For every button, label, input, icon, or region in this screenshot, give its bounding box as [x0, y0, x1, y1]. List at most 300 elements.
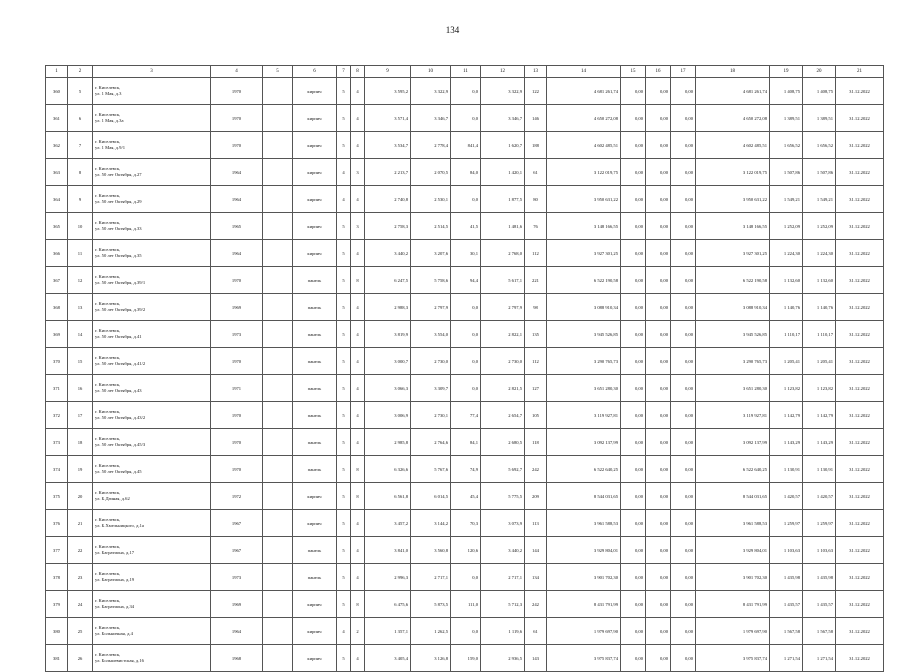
- address-cell: [93, 456, 211, 483]
- table-cell: 5: [337, 321, 351, 348]
- table-cell: 0,00: [671, 294, 696, 321]
- table-row: [46, 402, 884, 429]
- table-cell: 1 435,57: [803, 591, 836, 618]
- table-cell: 2 070,5: [411, 159, 451, 186]
- address-cell: [93, 159, 211, 186]
- table-row: [46, 105, 884, 132]
- table-cell: кирпич: [293, 510, 337, 537]
- table-cell: 1 143,29: [770, 429, 803, 456]
- column-header: 13: [525, 66, 547, 78]
- table-cell: 7: [68, 132, 93, 159]
- table-cell: 5: [337, 483, 351, 510]
- address-cell: [93, 510, 211, 537]
- table-cell: 2 680,5: [481, 429, 525, 456]
- table-cell: 3 929 804,01: [547, 537, 621, 564]
- table-cell: 143: [525, 645, 547, 672]
- table-cell: 0,00: [646, 105, 671, 132]
- table-cell: 23: [68, 564, 93, 591]
- table-cell: панель: [293, 294, 337, 321]
- table-cell: 1 123,82: [770, 375, 803, 402]
- table-cell: 1 140,76: [770, 294, 803, 321]
- table-cell: 1 507,86: [803, 159, 836, 186]
- table-cell: 0,00: [671, 321, 696, 348]
- table-cell: 1964: [211, 186, 263, 213]
- table-cell: кирпич: [293, 132, 337, 159]
- table-cell: 1 130,91: [770, 456, 803, 483]
- table-row: [46, 78, 884, 105]
- table-cell: 5: [337, 510, 351, 537]
- table-cell: 0,00: [646, 78, 671, 105]
- table-cell: 242: [525, 456, 547, 483]
- address-street: ул. Большевистская, д.16: [95, 658, 144, 663]
- table-cell: [263, 348, 293, 375]
- table-cell: 2 778,4: [411, 132, 451, 159]
- table-cell: 1970: [211, 105, 263, 132]
- table-cell: панель: [293, 348, 337, 375]
- address-cell: [93, 375, 211, 402]
- table-cell: 31.12.2022: [836, 294, 884, 321]
- table-cell: 4: [351, 645, 365, 672]
- table-cell: 31.12.2022: [836, 591, 884, 618]
- table-cell: 1 142,79: [803, 402, 836, 429]
- table-cell: 4: [351, 294, 365, 321]
- table-cell: 1 420,57: [770, 483, 803, 510]
- table-cell: 30,1: [451, 240, 481, 267]
- column-header: 5: [263, 66, 293, 78]
- table-cell: 2 936,5: [481, 645, 525, 672]
- table-cell: 0,00: [646, 537, 671, 564]
- table-cell: 1 420,1: [481, 159, 525, 186]
- table-cell: 2: [351, 618, 365, 645]
- address-city: г. Киселевск,: [95, 463, 121, 468]
- column-header: 12: [481, 66, 525, 78]
- table-cell: 0,00: [646, 213, 671, 240]
- table-cell: 1 252,09: [803, 213, 836, 240]
- address-city: г. Киселевск,: [95, 409, 121, 414]
- table-cell: 5: [337, 105, 351, 132]
- table-cell: 0,00: [646, 186, 671, 213]
- table-cell: 1970: [211, 402, 263, 429]
- table-cell: 5: [337, 537, 351, 564]
- address-cell: [93, 132, 211, 159]
- table-cell: 1967: [211, 537, 263, 564]
- table-cell: 0,00: [621, 618, 646, 645]
- table-cell: 1973: [211, 321, 263, 348]
- column-header: 3: [93, 66, 211, 78]
- address-cell: [93, 564, 211, 591]
- table-cell: 0,0: [451, 375, 481, 402]
- table-cell: 0,00: [646, 159, 671, 186]
- table-cell: [263, 240, 293, 267]
- table-cell: панель: [293, 402, 337, 429]
- table-cell: 3 000,7: [365, 348, 411, 375]
- table-cell: кирпич: [293, 645, 337, 672]
- table-cell: кирпич: [293, 240, 337, 267]
- table-cell: панель: [293, 456, 337, 483]
- table-cell: 3 961 588,53: [547, 510, 621, 537]
- table-cell: [263, 132, 293, 159]
- address-cell: [93, 267, 211, 294]
- table-cell: 0,00: [671, 348, 696, 375]
- table-cell: 3 066,3: [365, 375, 411, 402]
- table-cell: 1 481,6: [481, 213, 525, 240]
- table-cell: 113: [525, 510, 547, 537]
- table-cell: [263, 294, 293, 321]
- address-street: ул. 50 лет Октября, д.39/2: [95, 307, 146, 312]
- table-cell: 0,00: [671, 402, 696, 429]
- table-cell: 74,9: [451, 456, 481, 483]
- table-cell: 242: [525, 591, 547, 618]
- table-cell: 84,0: [451, 159, 481, 186]
- address-street: ул. 50 лет Октября, д.41/2: [95, 361, 146, 366]
- table-cell: 0,0: [451, 618, 481, 645]
- table-cell: 0,00: [621, 537, 646, 564]
- table-cell: 0,00: [646, 483, 671, 510]
- table-cell: 2 730,0: [411, 348, 451, 375]
- table-row: [46, 564, 884, 591]
- table-row: [46, 240, 884, 267]
- address-street: ул. 50 лет Октября, д.39/1: [95, 280, 146, 285]
- table-row: [46, 429, 884, 456]
- table-cell: 1 420,57: [803, 483, 836, 510]
- table-cell: 1 252,09: [770, 213, 803, 240]
- table-cell: 3 927 301,25: [696, 240, 770, 267]
- table-row: [46, 483, 884, 510]
- table-cell: 6 522 190,58: [547, 267, 621, 294]
- table-cell: [263, 321, 293, 348]
- table-cell: 6 326,6: [365, 456, 411, 483]
- table-cell: 3 841,0: [365, 537, 411, 564]
- table-cell: 45,4: [451, 483, 481, 510]
- table-cell: 0,00: [671, 78, 696, 105]
- table-cell: 31.12.2022: [836, 564, 884, 591]
- table-cell: 31.12.2022: [836, 429, 884, 456]
- table-cell: 0,00: [671, 483, 696, 510]
- address-city: г. Киселевск,: [95, 598, 121, 603]
- address-cell: [93, 402, 211, 429]
- table-cell: 2 797,9: [481, 294, 525, 321]
- table-cell: 0,00: [671, 267, 696, 294]
- table-cell: 4: [351, 186, 365, 213]
- table-cell: 3 929 804,01: [696, 537, 770, 564]
- table-cell: 3: [351, 213, 365, 240]
- table-cell: 135: [525, 321, 547, 348]
- table-cell: 1 103,63: [803, 537, 836, 564]
- table-cell: 3 945 526,85: [547, 321, 621, 348]
- table-cell: 381: [46, 645, 68, 672]
- table-cell: 380: [46, 618, 68, 645]
- table-cell: 3 651 280,30: [547, 375, 621, 402]
- table-row: [46, 645, 884, 672]
- table-cell: 2 213,7: [365, 159, 411, 186]
- table-cell: 1964: [211, 240, 263, 267]
- table-cell: 1970: [211, 429, 263, 456]
- table-cell: 1 110,17: [770, 321, 803, 348]
- table-cell: 4: [337, 618, 351, 645]
- table-cell: 8: [68, 159, 93, 186]
- table-cell: 377: [46, 537, 68, 564]
- table-cell: 0,00: [646, 375, 671, 402]
- table-cell: 9: [68, 186, 93, 213]
- table-cell: 0,0: [451, 78, 481, 105]
- table-cell: 0,00: [621, 294, 646, 321]
- table-row: [46, 267, 884, 294]
- table-row: [46, 510, 884, 537]
- table-cell: 6 014,5: [411, 483, 451, 510]
- table-cell: 0,00: [646, 348, 671, 375]
- table-cell: 2 530,1: [411, 186, 451, 213]
- table-cell: 373: [46, 429, 68, 456]
- table-row: [46, 186, 884, 213]
- table-cell: 1 507,86: [770, 159, 803, 186]
- table-cell: 4: [351, 348, 365, 375]
- table-cell: 3 534,7: [365, 132, 411, 159]
- address-street: ул. 1 Мая, д.3а: [95, 118, 124, 123]
- table-cell: 1 130,91: [803, 456, 836, 483]
- table-cell: 8: [351, 591, 365, 618]
- table-cell: 221: [525, 267, 547, 294]
- table-cell: [263, 186, 293, 213]
- table-cell: 2 988,3: [365, 294, 411, 321]
- table-cell: 371: [46, 375, 68, 402]
- column-header: 6: [293, 66, 337, 78]
- table-cell: 6 522 190,58: [696, 267, 770, 294]
- table-cell: 98: [525, 294, 547, 321]
- table-cell: 31.12.2022: [836, 132, 884, 159]
- address-street: ул. 50 лет Октября, д.41: [95, 334, 142, 339]
- table-cell: 1 979 697,90: [547, 618, 621, 645]
- address-city: г. Киселевск,: [95, 193, 121, 198]
- table-cell: 5: [337, 375, 351, 402]
- table-cell: панель: [293, 429, 337, 456]
- table-cell: 0,00: [621, 213, 646, 240]
- table-cell: 5 873,5: [411, 591, 451, 618]
- table-cell: 70,3: [451, 510, 481, 537]
- table-cell: 1 408,75: [803, 78, 836, 105]
- table-cell: 365: [46, 213, 68, 240]
- table-cell: 1 549,21: [803, 186, 836, 213]
- table-cell: 31.12.2022: [836, 483, 884, 510]
- table-cell: 3 975 837,74: [547, 645, 621, 672]
- table-cell: 3 322,9: [481, 78, 525, 105]
- table-cell: 4: [351, 510, 365, 537]
- address-street: ул. Багратиона, д.19: [95, 577, 135, 582]
- table-cell: 0,00: [671, 429, 696, 456]
- table-cell: 0,00: [621, 645, 646, 672]
- table-cell: 4: [351, 78, 365, 105]
- table-cell: панель: [293, 267, 337, 294]
- table-cell: 3 309,7: [411, 375, 451, 402]
- column-header: 20: [803, 66, 836, 78]
- address-cell: [93, 429, 211, 456]
- address-street: ул. Больничная, д.4: [95, 631, 133, 636]
- table-cell: 3 346,7: [481, 105, 525, 132]
- table-cell: 0,00: [671, 186, 696, 213]
- address-city: г. Киселевск,: [95, 85, 121, 90]
- table-cell: 0,00: [646, 321, 671, 348]
- table-cell: 364: [46, 186, 68, 213]
- table-cell: [263, 618, 293, 645]
- table-cell: 1 357,1: [365, 618, 411, 645]
- table-cell: 0,00: [671, 564, 696, 591]
- address-city: г. Киселевск,: [95, 301, 121, 306]
- address-street: ул. 50 лет Октября, д.35: [95, 253, 142, 258]
- table-cell: 1 389,51: [770, 105, 803, 132]
- table-cell: 31.12.2022: [836, 348, 884, 375]
- table-cell: 20: [68, 483, 93, 510]
- address-cell: [93, 537, 211, 564]
- table-cell: [263, 483, 293, 510]
- table-cell: 367: [46, 267, 68, 294]
- table-cell: 0,00: [621, 402, 646, 429]
- table-cell: 3 122 019,75: [696, 159, 770, 186]
- table-cell: 1 408,75: [770, 78, 803, 105]
- table-cell: 3 119 927,81: [547, 402, 621, 429]
- table-cell: 2 740,8: [365, 186, 411, 213]
- table-cell: 1 567,58: [803, 618, 836, 645]
- table-cell: 4: [351, 429, 365, 456]
- table-cell: 84,1: [451, 429, 481, 456]
- table-cell: 3 595,2: [365, 78, 411, 105]
- table-cell: 1 271,54: [803, 645, 836, 672]
- table-cell: кирпич: [293, 159, 337, 186]
- address-street: ул. 50 лет Октября, д.43/2: [95, 415, 146, 420]
- table-cell: 112: [525, 240, 547, 267]
- table-cell: 4: [351, 375, 365, 402]
- table-cell: 2 797,9: [411, 294, 451, 321]
- header-row: [46, 66, 884, 78]
- table-cell: 376: [46, 510, 68, 537]
- column-header: 2: [68, 66, 93, 78]
- table-cell: 1964: [211, 159, 263, 186]
- table-cell: 0,00: [671, 591, 696, 618]
- table-cell: 379: [46, 591, 68, 618]
- table-cell: 3 950 631,22: [547, 186, 621, 213]
- table-cell: 118: [525, 429, 547, 456]
- table-cell: 3 901 702,30: [547, 564, 621, 591]
- table-cell: 5: [337, 456, 351, 483]
- table-cell: 3 927 301,25: [547, 240, 621, 267]
- table-cell: 5: [337, 213, 351, 240]
- table-cell: [263, 375, 293, 402]
- table-cell: 1 389,51: [803, 105, 836, 132]
- address-cell: [93, 321, 211, 348]
- address-street: ул. Б.Хмельницкого, д.1а: [95, 523, 144, 528]
- address-city: г. Киселевск,: [95, 112, 121, 117]
- table-cell: кирпич: [293, 186, 337, 213]
- table-cell: [263, 159, 293, 186]
- table-cell: 3 148 166,55: [547, 213, 621, 240]
- table-cell: 2 730,1: [411, 402, 451, 429]
- table-cell: 1970: [211, 267, 263, 294]
- table-cell: 5: [337, 645, 351, 672]
- table-row: [46, 375, 884, 402]
- address-cell: [93, 618, 211, 645]
- table-cell: 8: [351, 456, 365, 483]
- table-row: [46, 348, 884, 375]
- address-city: г. Киселевск,: [95, 517, 121, 522]
- table-cell: 5: [68, 78, 93, 105]
- table-cell: 1969: [211, 591, 263, 618]
- table-cell: 6 247,5: [365, 267, 411, 294]
- table-cell: 111,0: [451, 591, 481, 618]
- address-city: г. Киселевск,: [95, 382, 121, 387]
- table-cell: 0,0: [451, 348, 481, 375]
- table-cell: 1 262,5: [411, 618, 451, 645]
- table-cell: 0,00: [621, 159, 646, 186]
- address-cell: [93, 186, 211, 213]
- table-cell: 1 435,57: [770, 591, 803, 618]
- table-cell: 0,0: [451, 321, 481, 348]
- table-cell: [263, 213, 293, 240]
- table-cell: 8 544 031,65: [547, 483, 621, 510]
- table-cell: 8 431 791,99: [696, 591, 770, 618]
- table-cell: 1969: [211, 294, 263, 321]
- table-cell: 0,00: [621, 186, 646, 213]
- table-cell: 0,00: [646, 240, 671, 267]
- table-cell: 0,00: [621, 429, 646, 456]
- table-cell: 5: [337, 240, 351, 267]
- table-cell: 4: [337, 159, 351, 186]
- table-cell: 5: [337, 348, 351, 375]
- table-cell: 3 290 765,73: [696, 348, 770, 375]
- table-cell: 6: [68, 105, 93, 132]
- table-cell: [263, 402, 293, 429]
- address-street: ул. 1 Мая, д.9/1: [95, 145, 126, 150]
- address-city: г. Киселевск,: [95, 328, 121, 333]
- table-cell: 5: [337, 267, 351, 294]
- table-cell: [263, 537, 293, 564]
- table-cell: 3 073,9: [481, 510, 525, 537]
- table-cell: 1 224,30: [770, 240, 803, 267]
- table-cell: панель: [293, 537, 337, 564]
- table-cell: 1973: [211, 564, 263, 591]
- table-cell: 2 514,5: [411, 213, 451, 240]
- table-cell: 4: [351, 537, 365, 564]
- table-row: [46, 537, 884, 564]
- table-cell: панель: [293, 375, 337, 402]
- table-cell: 1 224,30: [803, 240, 836, 267]
- table-cell: 1 123,82: [803, 375, 836, 402]
- address-city: г. Киселевск,: [95, 247, 121, 252]
- table-cell: 1 435,98: [770, 564, 803, 591]
- table-cell: 134: [525, 564, 547, 591]
- table-cell: 31.12.2022: [836, 213, 884, 240]
- table-cell: 15: [68, 348, 93, 375]
- table-cell: 0,00: [621, 267, 646, 294]
- table-cell: 31.12.2022: [836, 78, 884, 105]
- table-cell: [263, 456, 293, 483]
- table-cell: 1 656,52: [803, 132, 836, 159]
- table-cell: 1970: [211, 456, 263, 483]
- column-header: 19: [770, 66, 803, 78]
- table-cell: 4 681 261,74: [547, 78, 621, 105]
- table-cell: 368: [46, 294, 68, 321]
- table-cell: 25: [68, 618, 93, 645]
- table-cell: 0,00: [646, 591, 671, 618]
- table-cell: кирпич: [293, 618, 337, 645]
- table-cell: 1 877,5: [481, 186, 525, 213]
- table-cell: 366: [46, 240, 68, 267]
- table-cell: 0,00: [621, 132, 646, 159]
- table-cell: 8 431 791,99: [547, 591, 621, 618]
- table-cell: 120,6: [451, 537, 481, 564]
- address-cell: [93, 591, 211, 618]
- table-cell: 4 650 272,08: [547, 105, 621, 132]
- table-cell: 363: [46, 159, 68, 186]
- table-cell: 0,00: [671, 213, 696, 240]
- table-cell: 5 775,5: [481, 483, 525, 510]
